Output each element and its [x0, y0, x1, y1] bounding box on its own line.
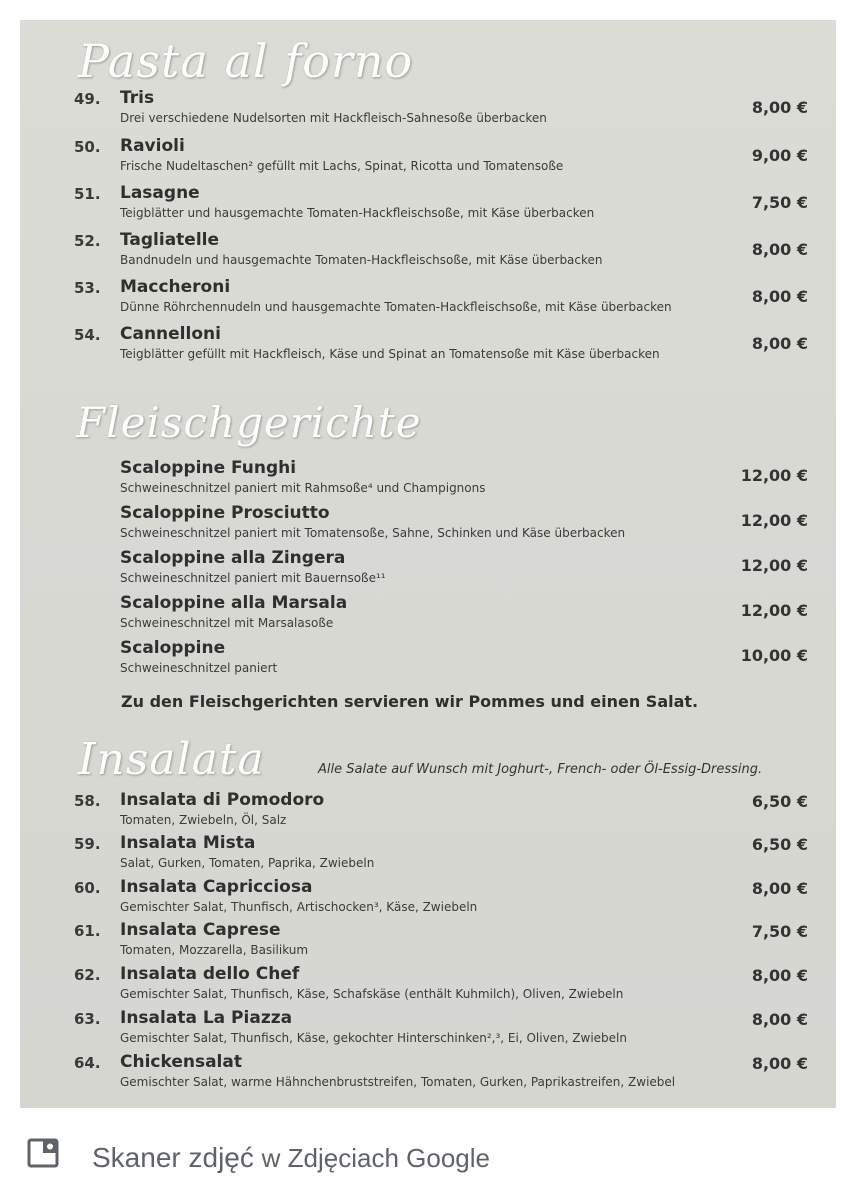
- menu-item: [20, 1010, 836, 1056]
- item-name: Tagliatelle: [120, 230, 220, 250]
- item-number: 61.: [74, 922, 101, 940]
- menu-item: [20, 232, 836, 278]
- app-name: Skaner zdjęć: [92, 1142, 254, 1173]
- menu-item: [20, 922, 836, 968]
- section-title-pasta: Pasta al forno: [78, 34, 414, 88]
- item-name: Insalata di Pomodoro: [120, 790, 325, 810]
- item-price: 7,50 €: [751, 922, 808, 941]
- item-number: 49.: [74, 90, 101, 108]
- item-price: 8,00 €: [751, 966, 808, 985]
- item-description: Schweineschnitzel mit Marsalasoße: [120, 616, 334, 630]
- item-description: Schweineschnitzel paniert mit Tomatensoße, Sahne, Schinken und Käse überbacken: [120, 526, 626, 540]
- item-name: Ravioli: [120, 136, 185, 156]
- item-name: Insalata Caprese: [120, 920, 281, 940]
- item-description: Frische Nudeltaschen² gefüllt mit Lachs, Spinat, Ricotta und Tomatensoße: [120, 159, 564, 173]
- item-number: 51.: [74, 185, 101, 203]
- item-name: Scaloppine Prosciutto: [120, 503, 330, 523]
- dressing-note: Alle Salate auf Wunsch mit Joghurt-, French- oder Öl-Essig-Dressing.: [318, 762, 763, 777]
- item-description: Teigblätter gefüllt mit Hackfleisch, Käse und Spinat an Tomatensoße mit Käse überbacken: [120, 347, 660, 361]
- item-name: Chickensalat: [120, 1052, 242, 1072]
- item-price: 9,00 €: [751, 146, 808, 165]
- item-description: Tomaten, Mozzarella, Basilikum: [120, 943, 309, 957]
- item-name: Insalata dello Chef: [120, 964, 300, 984]
- item-number: 64.: [74, 1054, 101, 1072]
- item-description: Gemischter Salat, Thunfisch, Käse, Schafskäse (enthält Kuhmilch), Oliven, Zwiebeln: [120, 987, 624, 1001]
- menu-item: [20, 138, 836, 184]
- item-name: Insalata Mista: [120, 833, 256, 853]
- menu-item: [20, 1054, 836, 1100]
- footer-label[interactable]: [92, 1142, 490, 1174]
- item-price: 8,00 €: [751, 334, 808, 353]
- item-description: Salat, Gurken, Tomaten, Paprika, Zwiebeln: [120, 856, 375, 870]
- item-name: Scaloppine: [120, 638, 226, 658]
- item-description: Dünne Röhrchennudeln und hausgemachte Tomaten-Hackfleischsoße, mit Käse überbacken: [120, 300, 672, 314]
- item-number: 58.: [74, 792, 101, 810]
- menu-item: [20, 460, 836, 506]
- menu-item: [20, 185, 836, 231]
- item-number: 62.: [74, 966, 101, 984]
- item-name: Insalata Capricciosa: [120, 877, 313, 897]
- item-description: Gemischter Salat, warme Hähnchenbruststreifen, Tomaten, Gurken, Paprikastreifen, Zwiebel: [120, 1075, 676, 1089]
- footer-bar: [0, 1108, 856, 1200]
- menu-item: [20, 640, 836, 686]
- item-price: 8,00 €: [751, 879, 808, 898]
- item-price: 8,00 €: [751, 98, 808, 117]
- item-name: Insalata La Piazza: [120, 1008, 293, 1028]
- menu-item: [20, 90, 836, 136]
- item-name: Scaloppine alla Zingera: [120, 548, 346, 568]
- menu-item: [20, 505, 836, 551]
- item-name: Scaloppine Funghi: [120, 458, 297, 478]
- menu-item: [20, 879, 836, 925]
- item-price: 10,00 €: [740, 646, 808, 665]
- section-title-fleischgerichte: Fleischgerichte: [76, 398, 422, 447]
- item-name: Lasagne: [120, 183, 200, 203]
- item-description: Bandnudeln und hausgemachte Tomaten-Hackfleischsoße, mit Käse überbacken: [120, 253, 603, 267]
- item-name: Maccheroni: [120, 277, 231, 297]
- item-name: Cannelloni: [120, 324, 221, 344]
- item-description: Schweineschnitzel paniert: [120, 661, 278, 675]
- item-name: Scaloppine alla Marsala: [120, 593, 348, 613]
- item-number: 50.: [74, 138, 101, 156]
- item-description: Gemischter Salat, Thunfisch, Artischocken³, Käse, Zwiebeln: [120, 900, 478, 914]
- menu-item: [20, 792, 836, 838]
- item-price: 12,00 €: [740, 556, 808, 575]
- item-price: 6,50 €: [751, 835, 808, 854]
- menu-item: [20, 326, 836, 372]
- item-number: 60.: [74, 879, 101, 897]
- item-price: 12,00 €: [740, 511, 808, 530]
- photo-scan-icon: [26, 1136, 60, 1170]
- section-title-insalata: Insalata: [78, 734, 265, 785]
- app-suffix: w Zdjęciach Google: [261, 1143, 490, 1173]
- item-description: Gemischter Salat, Thunfisch, Käse, gekochter Hinterschinken²,³, Ei, Oliven, Zwiebeln: [120, 1031, 627, 1045]
- menu-item: [20, 279, 836, 325]
- item-number: 54.: [74, 326, 101, 344]
- menu-item: [20, 550, 836, 596]
- item-price: 8,00 €: [751, 1010, 808, 1029]
- item-price: 7,50 €: [751, 193, 808, 212]
- item-number: 63.: [74, 1010, 101, 1028]
- item-number: 59.: [74, 835, 101, 853]
- item-price: 8,00 €: [751, 240, 808, 259]
- item-description: Drei verschiedene Nudelsorten mit Hackfleisch-Sahnesoße überbacken: [120, 111, 547, 125]
- item-description: Tomaten, Zwiebeln, Öl, Salz: [120, 813, 287, 827]
- menu-item: [20, 595, 836, 641]
- item-name: Tris: [120, 88, 155, 108]
- menu-item: [20, 835, 836, 881]
- item-number: 52.: [74, 232, 101, 250]
- item-description: Schweineschnitzel paniert mit Rahmsoße⁴ und Champignons: [120, 481, 486, 495]
- item-price: 8,00 €: [751, 1054, 808, 1073]
- item-price: 8,00 €: [751, 287, 808, 306]
- item-price: 12,00 €: [740, 601, 808, 620]
- item-price: 12,00 €: [740, 466, 808, 485]
- item-price: 6,50 €: [751, 792, 808, 811]
- side-dish-note: Zu den Fleischgerichten servieren wir Pommes und einen Salat.: [121, 692, 699, 711]
- menu-item: [20, 966, 836, 1012]
- menu-page: [20, 20, 836, 1108]
- item-description: Schweineschnitzel paniert mit Bauernsoße¹¹: [120, 571, 386, 585]
- item-number: 53.: [74, 279, 101, 297]
- item-description: Teigblätter und hausgemachte Tomaten-Hackfleischsoße, mit Käse überbacken: [120, 206, 595, 220]
